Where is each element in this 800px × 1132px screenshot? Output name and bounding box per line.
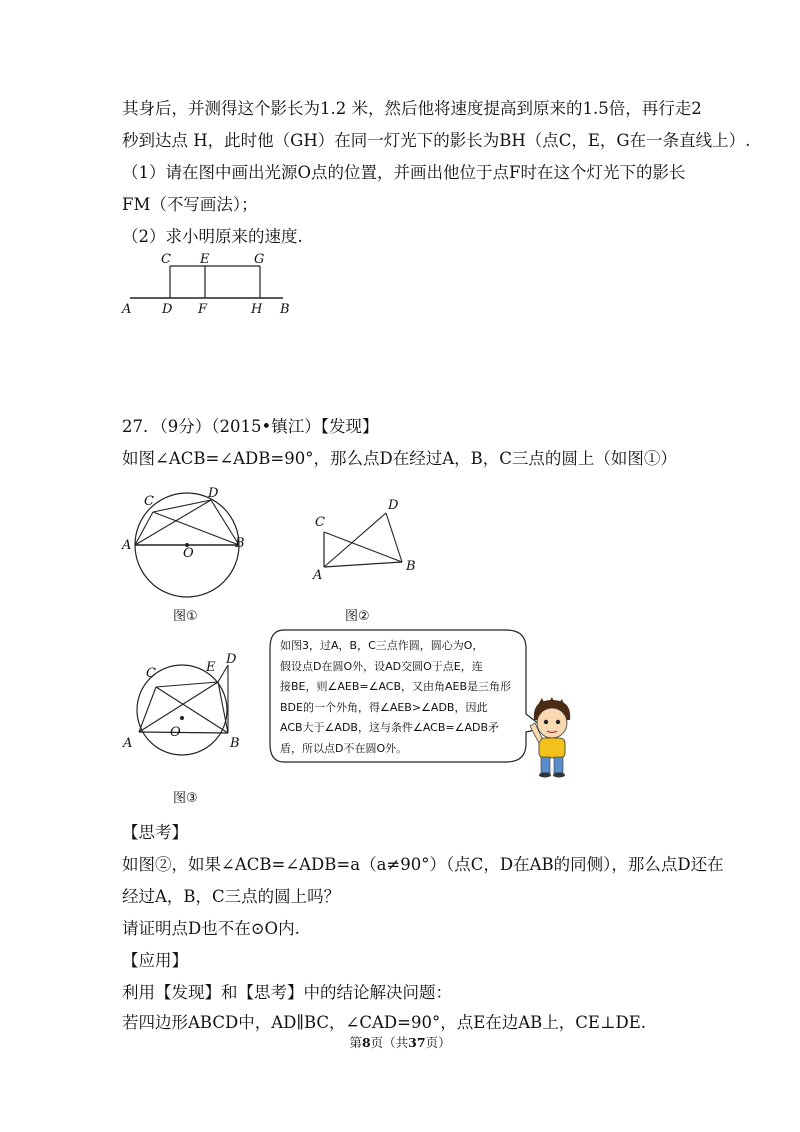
seg-ab [139, 732, 228, 733]
bubble-line: 如图3，过A，B，C三点作圆，圆心为O， [280, 639, 484, 652]
think-heading: 【思考】 [122, 823, 188, 842]
fig1-label-a: A [122, 538, 132, 553]
figure-2 [310, 495, 420, 585]
seg-ab [324, 562, 402, 567]
seg-cd [153, 500, 211, 512]
fig3-caption: 图③ [173, 791, 198, 806]
fig3-label-e: E [206, 660, 216, 675]
label-e: E [200, 252, 210, 267]
fig3-label-a: A [123, 736, 133, 751]
footer-total-pages: 37 [408, 1035, 426, 1050]
footer-mid: 页（共 [370, 1035, 409, 1050]
bubble-line: BDE的一个外角，得∠AEB>∠ADB，因此 [280, 700, 488, 714]
footer-prefix: 第 [349, 1035, 362, 1050]
seg-ed [218, 665, 228, 682]
bubble-line: 盾，所以点D不在圆O外。 [280, 741, 408, 755]
seg-cb [153, 512, 239, 545]
fig3-label-c: C [146, 666, 156, 681]
fig1-caption: 图① [173, 609, 198, 624]
fig2-label-d: D [388, 498, 399, 513]
p26-line-3: （1）请在图中画出光源O点的位置，并画出他位于点F时在这个灯光下的影长 [122, 163, 686, 182]
fig1-label-c: C [144, 494, 154, 509]
figure-1 [120, 485, 250, 595]
p26-line-2: 秒到达点 H，此时他（GH）在同一灯光下的影长为BH（点C，E，G在一条直线上）. [122, 131, 751, 150]
p26-line-1: 其身后，并测得这个影长为1.2 米，然后他将速度提高到原来的1.5倍，再行走2 [122, 99, 702, 118]
fig2-label-c: C [315, 515, 325, 530]
seg-ad [324, 513, 386, 567]
fig1-label-b: B [235, 536, 245, 551]
p26-line-5: （2）求小明原来的速度. [122, 227, 303, 246]
label-b: B [280, 302, 290, 317]
page-footer [0, 1033, 800, 1051]
seg-db [386, 513, 402, 562]
figure-3 [120, 650, 250, 755]
apply-line-1: 利用【发现】和【思考】中的结论解决问题： [122, 983, 452, 1002]
center-dot [180, 716, 184, 720]
fig2-label-a: A [313, 568, 323, 583]
fig3-label-o: O [170, 725, 181, 740]
apply-heading: 【应用】 [122, 951, 188, 970]
think-line-3: 请证明点D也不在⊙O内. [122, 919, 300, 938]
label-f: F [198, 302, 208, 317]
p27-discover: 如图∠ACB=∠ADB=90°，那么点D在经过A，B，C三点的圆上（如图①） [122, 449, 677, 468]
fig2-label-b: B [406, 559, 416, 574]
apply-line-2: 若四边形ABCD中，AD∥BC，∠CAD=90°，点E在边AB上，CE⊥DE. [122, 1013, 646, 1032]
seg-ce [156, 682, 218, 687]
fig1-label-o: O [183, 546, 194, 561]
seg-ac [139, 687, 156, 732]
think-line-1: 如图②，如果∠ACB=∠ADB=a（a≠90°）（点C，D在AB的同侧），那么点D还在 [122, 855, 724, 874]
think-line-2: 经过A，B，C三点的圆上吗？ [122, 887, 341, 906]
footer-suffix: 页） [425, 1035, 451, 1050]
seg-cb [156, 687, 228, 733]
bubble-line: 假设点D在圆O外，设AD交圆O于点E，连 [280, 659, 483, 673]
label-d: D [162, 302, 173, 317]
bubble-text [280, 636, 535, 759]
fig1-label-d: D [208, 486, 219, 501]
label-g: G [254, 252, 265, 267]
label-a: A [122, 302, 132, 317]
bubble-line: 接BE，则∠AEB=∠ACB，又由角AEB是三角形 [280, 680, 512, 693]
label-c: C [161, 252, 171, 267]
shadow-figure [115, 248, 305, 323]
fig2-caption: 图② [345, 609, 370, 624]
bubble-line: ACB大于∠ADB，这与条件∠ACB=∠ADB矛 [280, 721, 500, 734]
p26-line-4: FM（不写画法）； [122, 195, 258, 214]
footer-page-number: 8 [361, 1035, 371, 1050]
fig3-label-b: B [230, 736, 240, 751]
cartoon-boy-illustration [522, 696, 582, 778]
fig3-label-d: D [226, 652, 237, 667]
label-h: H [251, 302, 263, 317]
p27-header: 27．（9分）（2015•镇江）【发现】 [122, 417, 379, 436]
